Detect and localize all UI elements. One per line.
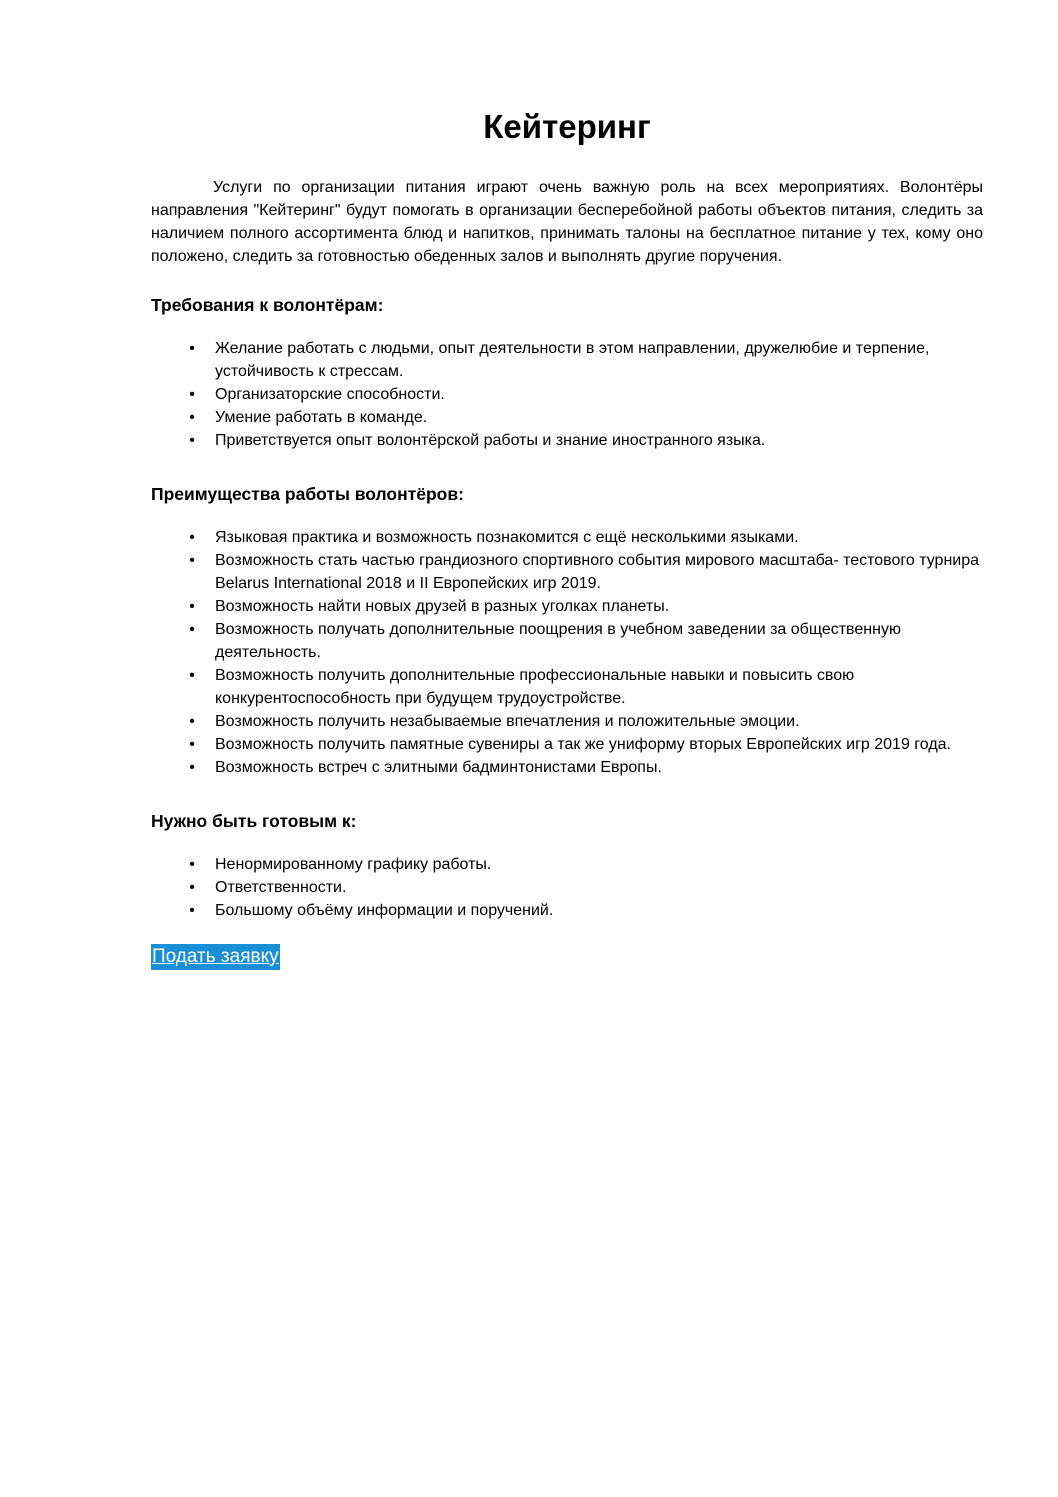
advantages-heading: Преимущества работы волонтёров: [151,484,464,504]
bullet-icon: • [189,902,195,919]
bullet-icon: • [189,432,195,449]
list-item-text: Большому объёму информации и поручений. [215,902,554,919]
requirements-heading: Требования к волонтёрам: [151,295,384,315]
bullet-icon: • [189,667,195,684]
document-page [151,105,983,970]
list-item-text: Организаторские способности. [215,386,445,403]
bullet-icon: • [189,856,195,873]
list-item-text: Возможность получить незабываемые впечатления и положительные эмоции. [215,713,800,730]
bullet-icon: • [189,340,195,357]
list-item-text: Возможность получать дополнительные поощрения в учебном заведении за общественную деятельность. [215,621,901,661]
list-item-text: Возможность стать частью грандиозного спортивного события мирового масштаба- тестового турнира Belarus International 2018 и II Европейских игр 2019. [215,552,980,592]
apply-link[interactable]: Подать заявку [151,944,280,970]
requirements-list [151,337,983,452]
list-item-text: Умение работать в команде. [215,409,428,426]
readiness-list [151,853,983,922]
list-item-text: Ответственности. [215,879,347,896]
bullet-icon: • [189,759,195,776]
list-item [151,853,983,876]
list-item [151,406,983,429]
list-item [151,876,983,899]
page-title: Кейтеринг [483,108,651,145]
list-item-text: Возможность получить памятные сувениры а так же униформу вторых Европейских игр 2019 года. [215,736,951,753]
list-item-text: Возможность получить дополнительные профессиональные навыки и повысить свою конкурентоспособность при будущем трудоустройстве. [215,667,855,707]
list-item [151,618,983,664]
list-item-text: Приветствуется опыт волонтёрской работы и знание иностранного языка. [215,432,766,449]
list-item [151,429,983,452]
list-item-text: Языковая практика и возможность познакомится с ещё несколькими языками. [215,529,799,546]
readiness-heading: Нужно быть готовым к: [151,811,357,831]
bullet-icon: • [189,529,195,546]
bullet-icon: • [189,386,195,403]
list-item [151,595,983,618]
list-item [151,337,983,383]
list-item-text: Возможность встреч с элитными бадминтонистами Европы. [215,759,662,776]
bullet-icon: • [189,552,195,569]
list-item [151,383,983,406]
bullet-icon: • [189,598,195,615]
bullet-icon: • [189,713,195,730]
list-item-text: Возможность найти новых друзей в разных уголках планеты. [215,598,670,615]
list-item [151,664,983,710]
list-item [151,899,983,922]
bullet-icon: • [189,409,195,426]
list-item [151,756,983,779]
list-item [151,733,983,756]
list-item-text: Желание работать с людьми, опыт деятельности в этом направлении, дружелюбие и терпение, устойчивость к стрессам. [215,340,930,380]
bullet-icon: • [189,621,195,638]
intro-paragraph: Услуги по организации питания играют очень важную роль на всех мероприятиях. Волонтёры направления "Кейтеринг" будут помогать в организации бесперебойной работы объектов питания, следить за наличием полного ассортимента блюд и напитков, принимать талоны на бесплатное питание у тех, кому оно положено, следить за готовностью обеденных залов и выполнять другие поручения. [151,179,983,265]
advantages-list [151,526,983,779]
bullet-icon: • [189,879,195,896]
bullet-icon: • [189,736,195,753]
list-item-text: Ненормированному графику работы. [215,856,492,873]
list-item [151,710,983,733]
list-item [151,549,983,595]
list-item [151,526,983,549]
